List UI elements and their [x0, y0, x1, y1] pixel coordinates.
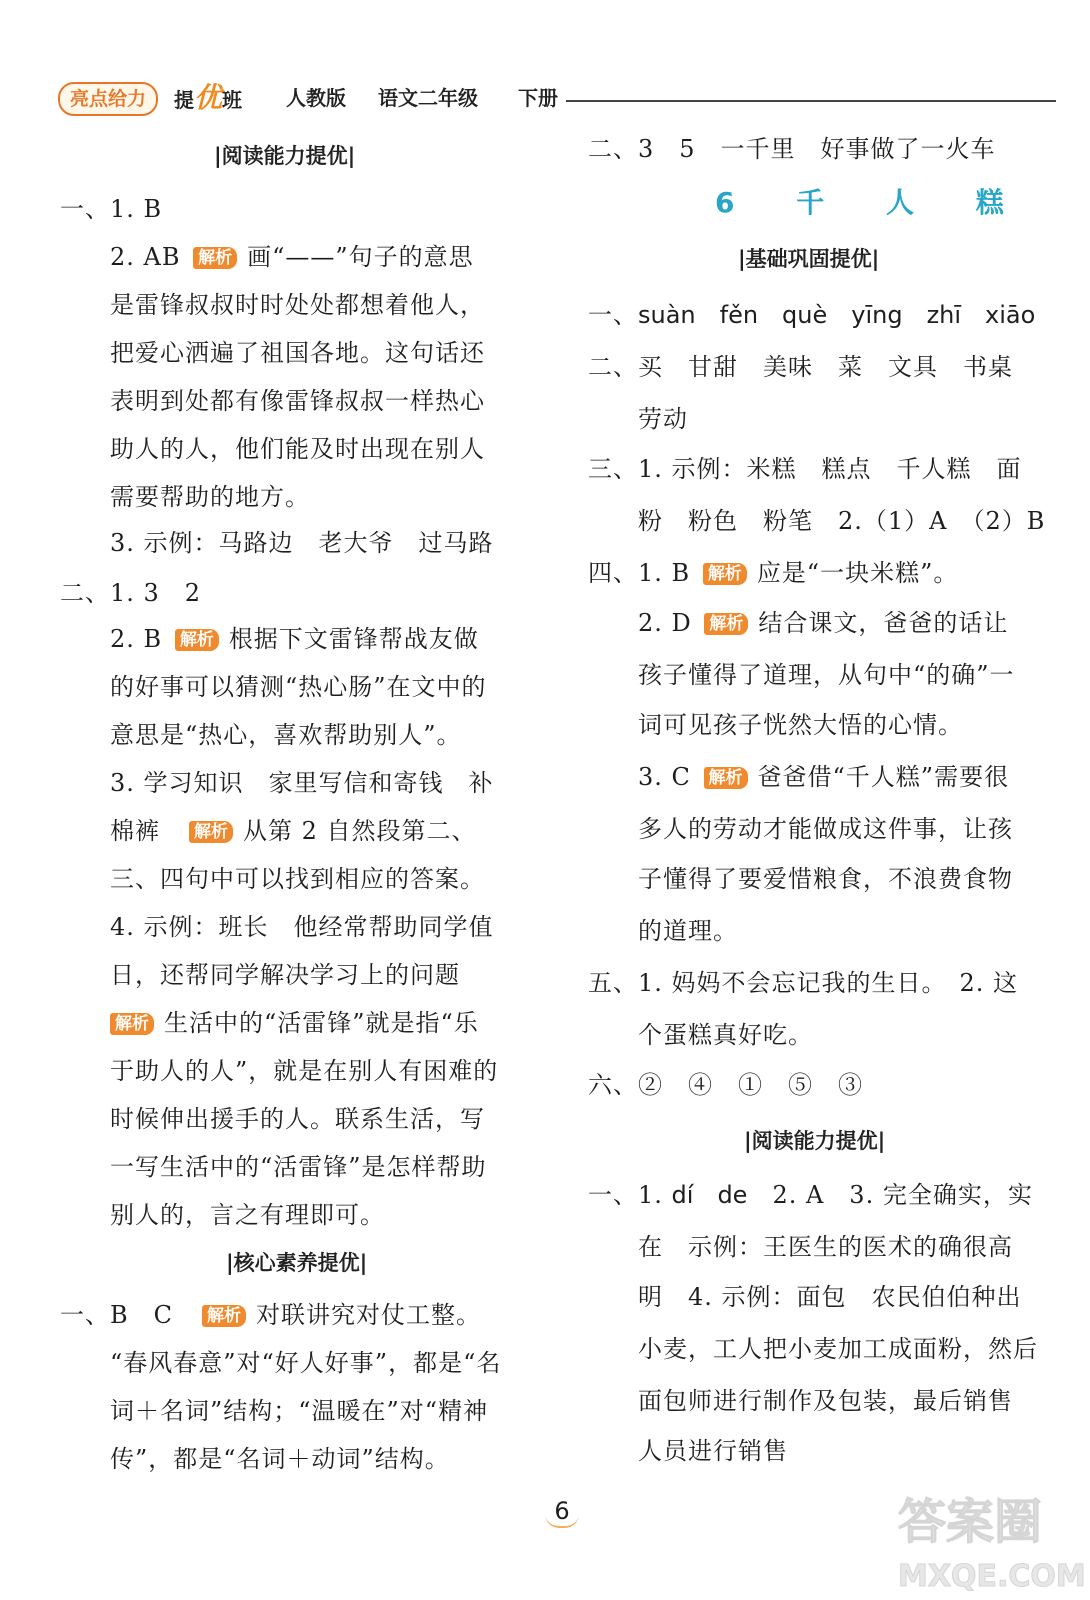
edition-label: 人教版 — [286, 86, 346, 110]
answer-line: 一、suàn fěn què yīng zhī xiāo — [588, 301, 1036, 329]
answer-line: 孩子懂得了道理，从句中“的确”一 — [638, 661, 1015, 689]
answer-line: 3. C 解析 爸爸借“千人糕”需要很 — [638, 763, 1010, 791]
answer-line: 3. 学习知识 家里写信和寄钱 补 — [110, 769, 494, 797]
subject-label: 语文二年级 — [378, 86, 478, 110]
page-header — [58, 78, 1058, 118]
answer-line: 子懂得了要爱惜粮食，不浪费食物 — [638, 865, 1013, 893]
analysis-tag: 解析 — [189, 821, 233, 843]
answer-line: 三、1. 示例：米糕 糕点 千人糕 面 — [588, 455, 1022, 483]
answer-line: 在 示例：王医生的医术的确很高 — [638, 1233, 1013, 1261]
series-logo: 亮点给力 — [58, 82, 158, 116]
answer-line: 四、1. B 解析 应是“一块米糕”。 — [588, 559, 959, 587]
brand-post: 班 — [222, 88, 243, 112]
answer-line: “春风春意”对“好人好事”，都是“名 — [110, 1349, 502, 1377]
answer-line: 时候伸出援手的人。联系生活，写 — [110, 1105, 485, 1133]
lesson-title: 6 千 人 糕 — [715, 186, 1030, 219]
answer-line: 2. B 解析 根据下文雷锋帮战友做 — [110, 625, 479, 653]
answer-line: 面包师进行制作及包装，最后销售 — [638, 1387, 1013, 1415]
answer-line: 二、1. 3 2 — [60, 579, 202, 607]
section-heading-core: |核心素养提优| — [226, 1251, 368, 1275]
answer-line: 劳动 — [638, 405, 688, 433]
answer-line: 个蛋糕真好吃。 — [638, 1021, 813, 1049]
page-number: 6 — [545, 1496, 579, 1528]
answer-line: 解析 生活中的“活雷锋”就是指“乐 — [110, 1008, 479, 1038]
answer-line: 意思是“热心，喜欢帮助别人”。 — [110, 721, 462, 749]
brand-title — [174, 81, 243, 114]
analysis-tag: 解析 — [704, 767, 748, 789]
answer-line: 2. AB 解析 画“——”句子的意思 — [110, 243, 474, 271]
answer-line: 词可见孩子恍然大悟的心情。 — [638, 711, 963, 739]
answer-line: 棉裤 解析 从第 2 自然段第二、 — [110, 817, 477, 845]
answer-line: 表明到处都有像雷锋叔叔一样热心 — [110, 387, 485, 415]
analysis-tag: 解析 — [193, 247, 237, 269]
answer-line: 粉 粉色 粉笔 2.（1）A （2）B — [638, 507, 1046, 535]
section-heading-basics: |基础巩固提优| — [738, 247, 880, 271]
answer-line: 是雷锋叔叔时时处处都想着他人， — [110, 291, 485, 319]
answer-line: 一写生活中的“活雷锋”是怎样帮助 — [110, 1153, 487, 1181]
watermark-logo — [898, 1486, 1086, 1596]
answer-line: 一、1. dí de 2. A 3. 完全确实，实 — [588, 1181, 1033, 1209]
answer-line: 2. D 解析 结合课文，爸爸的话让 — [638, 609, 1009, 637]
answer-line: 把爱心洒遍了祖国各地。这句话还 — [110, 339, 485, 367]
answer-line: 日，还帮同学解决学习上的问题 — [110, 961, 460, 989]
answer-line: 传”，都是“名词＋动词”结构。 — [110, 1445, 450, 1473]
answer-line: 二、3 5 一千里 好事做了一火车 — [588, 135, 996, 163]
answer-line: 的道理。 — [638, 917, 738, 945]
analysis-tag: 解析 — [175, 629, 219, 651]
analysis-tag: 解析 — [704, 613, 748, 635]
watermark-text: 答案圈 — [898, 1494, 1043, 1550]
answer-line: 于助人的人”，就是在别人有困难的 — [110, 1057, 499, 1085]
answer-line: 助人的人，他们能及时出现在别人 — [110, 435, 485, 463]
analysis-tag: 解析 — [202, 1305, 246, 1327]
analysis-tag: 解析 — [703, 563, 747, 585]
volume-label: 下册 — [518, 86, 558, 110]
answer-line: 别人的，言之有理即可。 — [110, 1201, 385, 1229]
answer-line: 3. 示例：马路边 老大爷 过马路 — [110, 529, 494, 557]
answer-line: 小麦，工人把小麦加工成面粉，然后 — [638, 1335, 1038, 1363]
watermark-url: MXQE.COM — [898, 1559, 1086, 1594]
answer-line: 五、1. 妈妈不会忘记我的生日。 2. 这 — [588, 969, 1019, 997]
answer-line: 一、1. B — [60, 195, 163, 223]
analysis-tag: 解析 — [110, 1013, 154, 1035]
header-rule — [566, 100, 1056, 102]
answer-line: 明 4. 示例：面包 农民伯伯种出 — [638, 1283, 1022, 1311]
pinyin-answers: suàn fěn què yīng zhī xiāo — [638, 301, 1036, 329]
answer-line: 二、买 甘甜 美味 菜 文具 书桌 — [588, 353, 1013, 381]
answer-line: 人员进行销售 — [638, 1437, 788, 1465]
answer-line: 三、四句中可以找到相应的答案。 — [110, 865, 485, 893]
answer-line: 4. 示例：班长 他经常帮助同学值 — [110, 913, 494, 941]
section-heading-reading: |阅读能力提优| — [214, 144, 356, 168]
answer-line: 的好事可以猜测“热心肠”在文中的 — [110, 673, 487, 701]
answer-line: 六、② ④ ① ⑤ ③ — [588, 1071, 863, 1099]
answer-line: 词＋名词”结构；“温暖在”对“精神 — [110, 1397, 489, 1425]
answer-line: 一、B C 解析 对联讲究对仗工整。 — [60, 1301, 481, 1329]
brand-pre: 提 — [174, 88, 194, 112]
answer-line: 多人的劳动才能做成这件事，让孩 — [638, 815, 1013, 843]
brand-you: 优 — [194, 81, 223, 114]
section-heading-reading-2: |阅读能力提优| — [744, 1129, 886, 1153]
answer-line: 需要帮助的地方。 — [110, 483, 310, 511]
